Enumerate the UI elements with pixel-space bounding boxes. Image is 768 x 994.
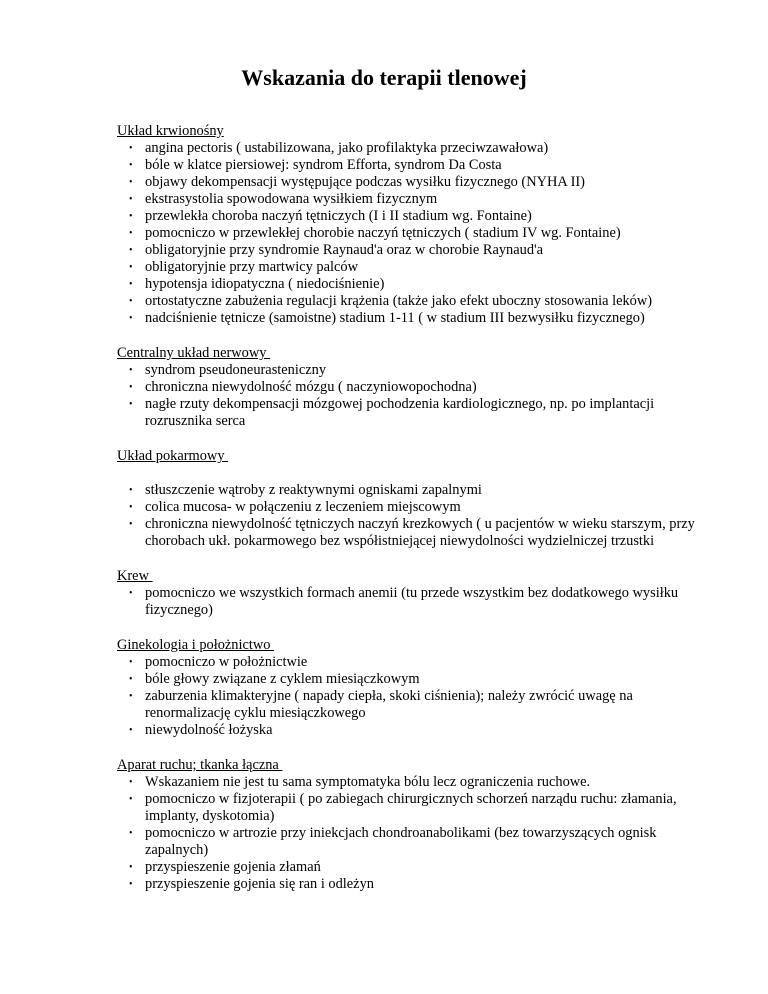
section-heading: Ginekologia i położnictwo bbox=[117, 637, 275, 653]
bullet-list bbox=[117, 654, 717, 739]
list-item: • nadciśnienie tętnicze (samoistne) stadium 1-11 ( w stadium III bezwysiłku fizycznego) bbox=[145, 310, 717, 327]
list-item: • chroniczna niewydolność tętniczych naczyń krezkowych ( u pacjentów w wieku starszym, przy chorobach ukł. pokarmowego bez współistniejącej niewydolności wydzielniczej trzustki bbox=[145, 516, 717, 550]
bullet-list bbox=[117, 585, 717, 619]
list-item: • bóle w klatce piersiowej: syndrom Efforta, syndrom Da Costa bbox=[145, 157, 717, 174]
page-title: Wskazania do terapii tlenowej bbox=[241, 65, 527, 90]
section-central-nervous-system bbox=[117, 345, 717, 430]
list-item: • przyspieszenie gojenia się ran i odleżyn bbox=[145, 876, 717, 893]
document-body bbox=[117, 123, 717, 893]
bullet-list bbox=[117, 482, 717, 550]
list-item: • obligatoryjnie przy martwicy palców bbox=[145, 259, 717, 276]
section-circulatory bbox=[117, 123, 717, 327]
list-item: • ortostatyczne zabużenia regulacji krążenia (także jako efekt uboczny stosowania leków) bbox=[145, 293, 717, 310]
section-musculoskeletal bbox=[117, 757, 717, 893]
list-item: • stłuszczenie wątroby z reaktywnymi ogniskami zapalnymi bbox=[145, 482, 717, 499]
list-item: • przewlekła choroba naczyń tętniczych (I i II stadium wg. Fontaine) bbox=[145, 208, 717, 225]
list-item: • objawy dekompensacji występujące podczas wysiłku fizycznego (NYHA II) bbox=[145, 174, 717, 191]
list-item: • niewydolność łożyska bbox=[145, 722, 717, 739]
list-item: • Wskazaniem nie jest tu sama symptomatyka bólu lecz ograniczenia ruchowe. bbox=[145, 774, 717, 791]
list-item: • colica mucosa- w połączeniu z leczeniem miejscowym bbox=[145, 499, 717, 516]
section-heading: Aparat ruchu; tkanka łączna bbox=[117, 757, 283, 773]
list-item: • bóle głowy związane z cyklem miesiączkowym bbox=[145, 671, 717, 688]
section-heading: Centralny układ nerwowy bbox=[117, 345, 271, 361]
list-item: • hypotensja idiopatyczna ( niedociśnienie) bbox=[145, 276, 717, 293]
list-item: • pomocniczo w artrozie przy iniekcjach chondroanabolikami (bez towarzyszących ognisk zapalnych) bbox=[145, 825, 717, 859]
list-item: • syndrom pseudoneurasteniczny bbox=[145, 362, 717, 379]
list-item: • przyspieszenie gojenia złamań bbox=[145, 859, 717, 876]
list-item: • angina pectoris ( ustabilizowana, jako profilaktyka przeciwzawałowa) bbox=[145, 140, 717, 157]
section-heading: Układ krwionośny bbox=[117, 123, 224, 139]
bullet-list bbox=[117, 774, 717, 893]
section-blood bbox=[117, 568, 717, 619]
list-item: • ekstrasystolia spowodowana wysiłkiem fizycznym bbox=[145, 191, 717, 208]
section-digestive-system bbox=[117, 448, 717, 550]
list-item: • chroniczna niewydolność mózgu ( naczyniowopochodna) bbox=[145, 379, 717, 396]
list-item: • pomocniczo w położnictwie bbox=[145, 654, 717, 671]
bullet-list bbox=[117, 140, 717, 327]
section-gynecology-obstetrics bbox=[117, 637, 717, 739]
list-item: • obligatoryjnie przy syndromie Raynaud'a oraz w chorobie Raynaud'a bbox=[145, 242, 717, 259]
bullet-list bbox=[117, 362, 717, 430]
list-item: • pomocniczo w fizjoterapii ( po zabiegach chirurgicznych schorzeń narządu ruchu: złamania, implanty, dyskotomia) bbox=[145, 791, 717, 825]
list-item: • nagłe rzuty dekompensacji mózgowej pochodzenia kardiologicznego, np. po implantacji rozrusznika serca bbox=[145, 396, 717, 430]
section-heading: Układ pokarmowy bbox=[117, 448, 229, 464]
section-heading: Krew bbox=[117, 568, 153, 584]
list-item: • zaburzenia klimakteryjne ( napady ciepła, skoki ciśnienia); należy zwrócić uwagę na renormalizację cyklu miesiączkowego bbox=[145, 688, 717, 722]
list-item: • pomocniczo w przewlekłej chorobie naczyń tętniczych ( stadium IV wg. Fontaine) bbox=[145, 225, 717, 242]
list-item: • pomocniczo we wszystkich formach anemii (tu przede wszystkim bez dodatkowego wysiłku fizycznego) bbox=[145, 585, 717, 619]
